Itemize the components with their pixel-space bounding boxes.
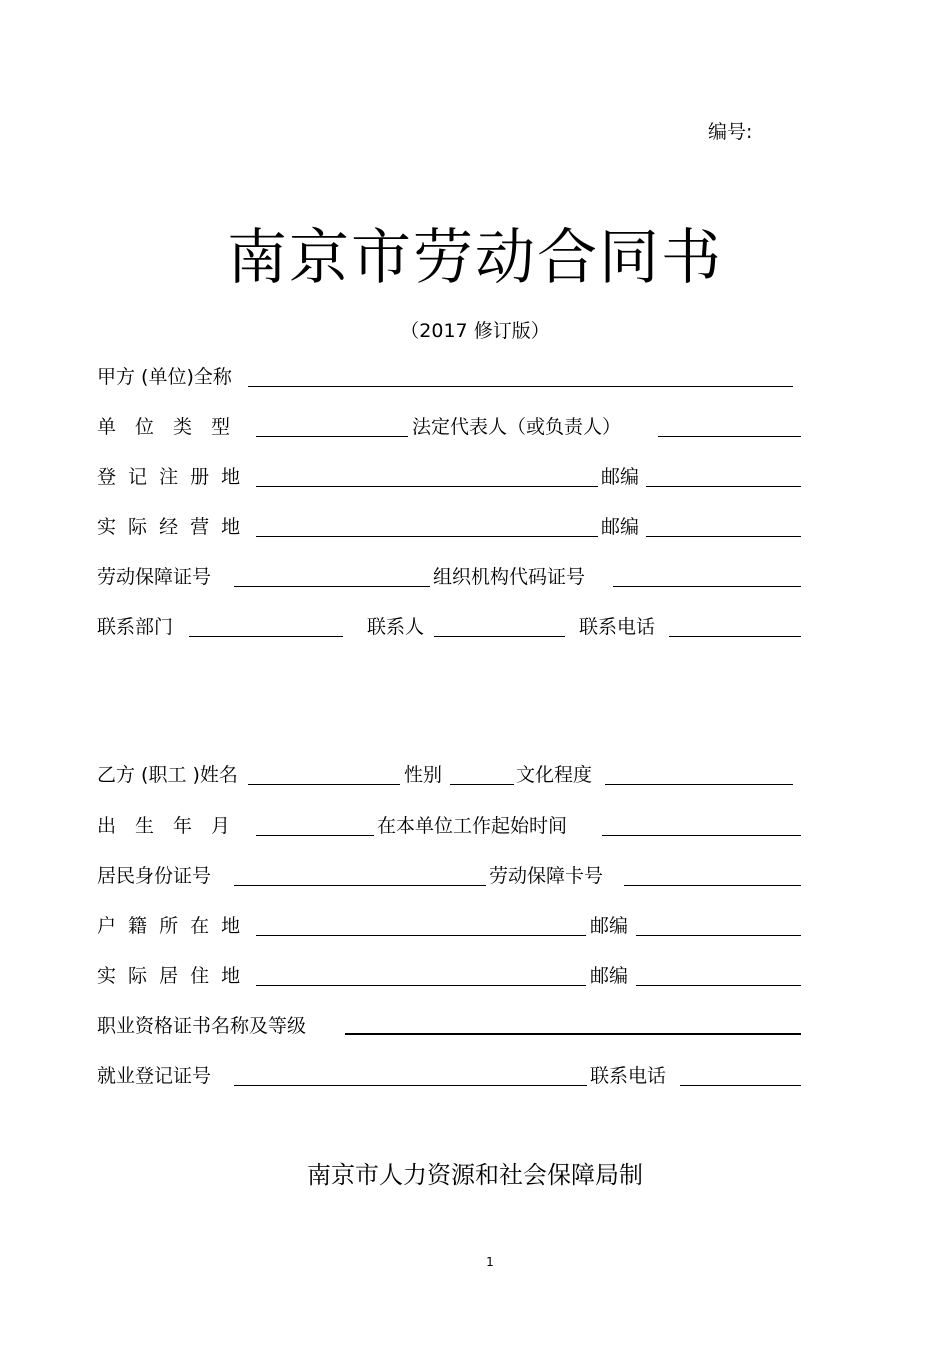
org-code-label: 组织机构代码证号 (433, 566, 586, 588)
residence-address-field[interactable] (256, 985, 586, 986)
contact-person-field[interactable] (434, 636, 565, 637)
legal-representative-field[interactable] (658, 436, 801, 437)
page-number: 1 (486, 1255, 494, 1269)
contact-department-label: 联系部门 (97, 616, 174, 638)
id-number-label: 居民身份证号 (97, 865, 212, 887)
contact-department-field[interactable] (189, 636, 343, 637)
residence-postcode-field[interactable] (636, 985, 801, 986)
birth-date-field[interactable] (256, 835, 374, 836)
residence-postcode-label: 邮编 (590, 965, 629, 987)
issuing-authority: 南京市人力资源和社会保障局制 (307, 1161, 643, 1189)
education-label: 文化程度 (516, 764, 593, 786)
labor-security-number-label: 劳动保障证号 (97, 566, 212, 588)
employment-start-label: 在本单位工作起始时间 (377, 815, 568, 837)
gender-label: 性别 (404, 764, 443, 786)
gender-field[interactable] (450, 784, 514, 785)
certificate-label: 职业资格证书名称及等级 (97, 1015, 307, 1037)
business-address-field[interactable] (256, 536, 598, 537)
id-number-field[interactable] (234, 885, 486, 886)
labor-card-label: 劳动保障卡号 (489, 865, 604, 887)
registered-address-label: 登 记 注 册 地 (97, 466, 244, 488)
document-title: 南京市劳动合同书 (227, 223, 723, 293)
education-field[interactable] (605, 784, 793, 785)
contact-person-label: 联系人 (367, 616, 425, 638)
employment-registration-field[interactable] (234, 1085, 587, 1086)
org-code-field[interactable] (613, 586, 801, 587)
document-subtitle: （2017 修订版） (400, 320, 550, 342)
party-b-name-field[interactable] (248, 784, 400, 785)
party-b-phone-label: 联系电话 (590, 1065, 667, 1087)
serial-number-label: 编号: (708, 121, 753, 143)
party-b-phone-field[interactable] (680, 1085, 801, 1086)
household-address-label: 户 籍 所 在 地 (97, 915, 244, 937)
employment-start-field[interactable] (602, 835, 801, 836)
registered-postcode-label: 邮编 (601, 466, 640, 488)
party-a-phone-label: 联系电话 (579, 616, 656, 638)
residence-address-label: 实 际 居 住 地 (97, 965, 244, 987)
business-postcode-field[interactable] (646, 536, 801, 537)
business-address-label: 实 际 经 营 地 (97, 516, 244, 538)
birth-date-label: 出 生 年 月 (97, 815, 231, 837)
household-address-field[interactable] (256, 935, 586, 936)
labor-security-number-field[interactable] (234, 586, 430, 587)
party-a-full-name-field[interactable] (248, 386, 793, 387)
labor-card-field[interactable] (624, 885, 801, 886)
party-a-phone-field[interactable] (669, 636, 801, 637)
registered-address-field[interactable] (256, 486, 598, 487)
household-postcode-label: 邮编 (590, 915, 629, 937)
legal-representative-label: 法定代表人（或负责人） (412, 416, 622, 438)
party-b-name-label: 乙方 (职工 )姓名 (97, 764, 238, 786)
party-a-full-name-label: 甲方 (单位)全称 (97, 366, 232, 388)
unit-type-field[interactable] (256, 436, 408, 437)
household-postcode-field[interactable] (636, 935, 801, 936)
registered-postcode-field[interactable] (646, 486, 801, 487)
employment-registration-label: 就业登记证号 (97, 1065, 212, 1087)
business-postcode-label: 邮编 (601, 516, 640, 538)
certificate-field[interactable] (345, 1033, 801, 1035)
unit-type-label: 单 位 类 型 (97, 416, 231, 438)
